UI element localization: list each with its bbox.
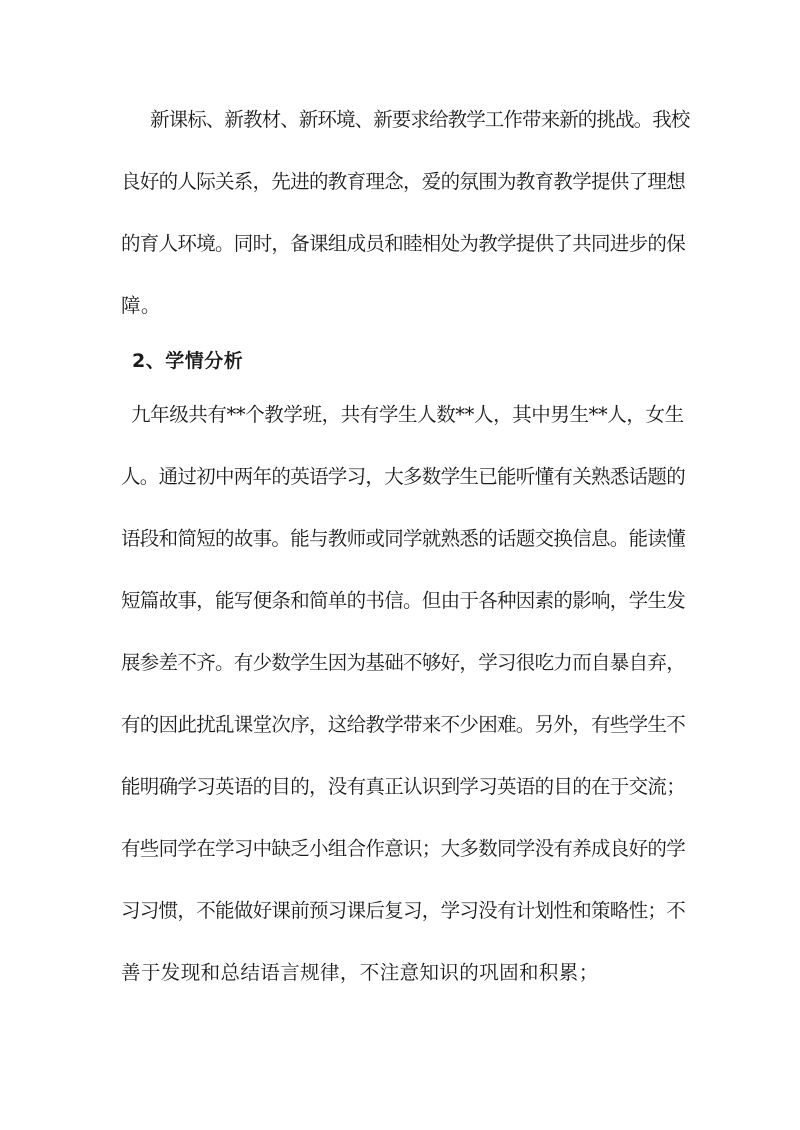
paragraph-line: 能明确学习英语的目的，没有真正认识到学习英语的目的在于交流； xyxy=(121,775,686,798)
paragraph-line: 短篇故事，能写便条和简单的书信。但由于各种因素的影响，学生发 xyxy=(121,589,686,612)
paragraph-line: 习习惯，不能做好课前预习课后复习，学习没有计划性和策略性；不 xyxy=(121,899,686,922)
paragraph-line: 善于发现和总结语言规律，不注意知识的巩固和积累； xyxy=(121,961,599,984)
paragraph-line: 人。通过初中两年的英语学习，大多数学生已能听懂有关熟悉话题的 xyxy=(121,465,686,488)
paragraph-line: 展参差不齐。有少数学生因为基础不够好，学习很吃力而自暴自弃， xyxy=(121,651,686,674)
paragraph-line: 良好的人际关系，先进的教育理念，爱的氛围为教育教学提供了理想 xyxy=(121,170,686,193)
paragraph-line: 新课标、新教材、新环境、新要求给教学工作带来新的挑战。我校 xyxy=(150,108,690,131)
paragraph-line: 语段和简短的故事。能与教师或同学就熟悉的话题交换信息。能读懂 xyxy=(121,527,686,550)
paragraph-line: 有些同学在学习中缺乏小组合作意识；大多数同学没有养成良好的学 xyxy=(121,837,686,860)
section-heading: 2、学情分析 xyxy=(132,350,244,372)
paragraph-line: 障。 xyxy=(121,294,161,317)
paragraph-line: 九年级共有**个教学班，共有学生人数**人，其中男生**人，女生 xyxy=(131,403,684,426)
paragraph-line: 有的因此扰乱课堂次序，这给教学带来不少困难。另外，有些学生不 xyxy=(121,713,686,736)
paragraph-line: 的育人环境。同时，备课组成员和睦相处为教学提供了共同进步的保 xyxy=(121,232,686,255)
